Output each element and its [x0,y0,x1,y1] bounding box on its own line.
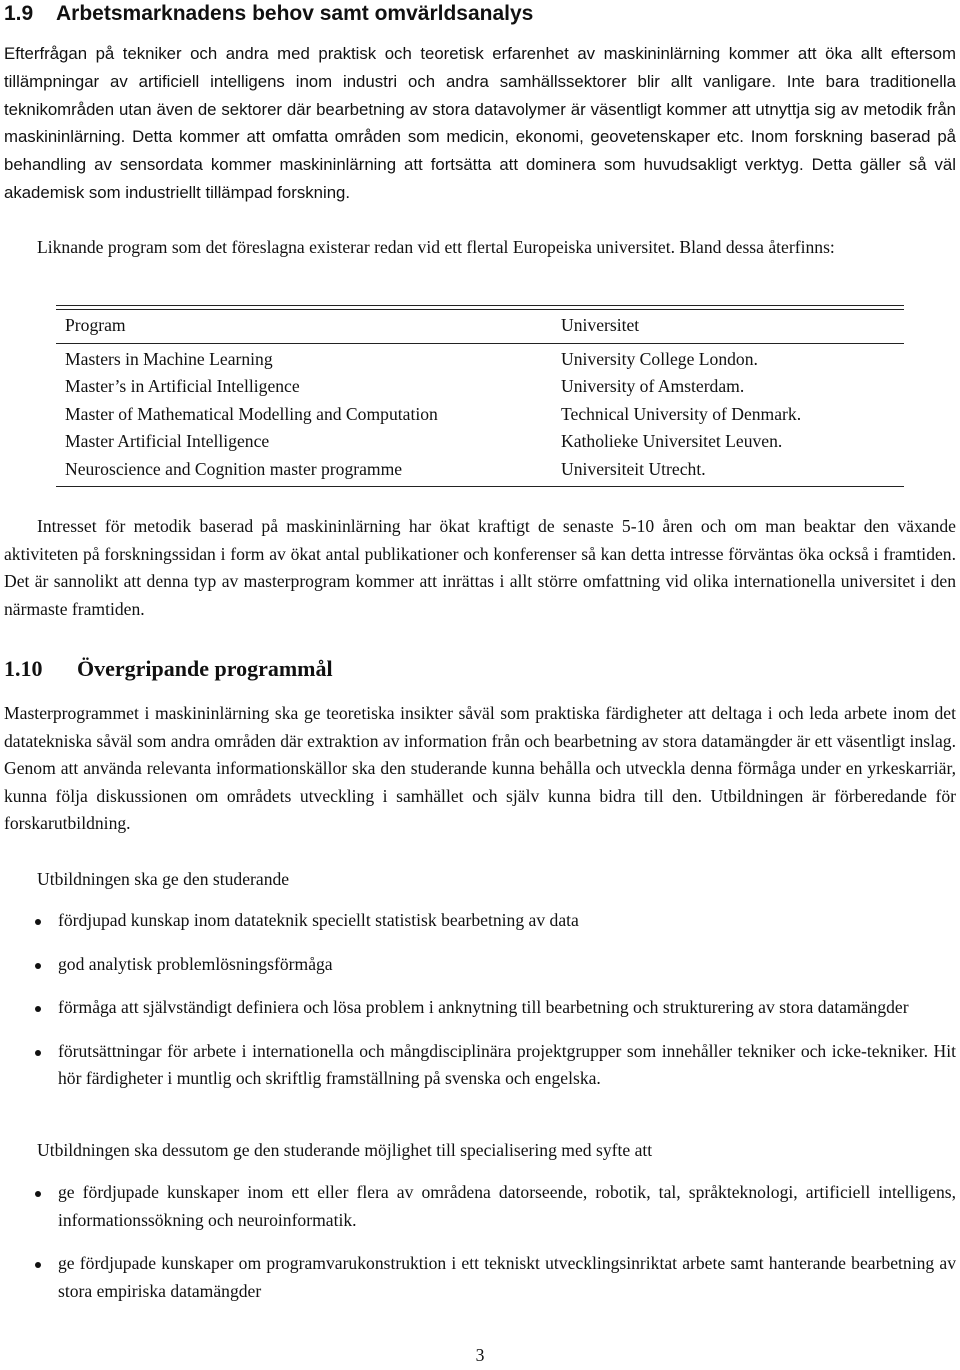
table-row [56,401,904,429]
table-cell: Technical University of Denmark. [561,403,802,424]
table-row [56,428,904,456]
bullet-icon [35,963,41,969]
list-item-text: fördjupad kunskap inom datateknik speciellt statistisk bearbetning av data [58,910,579,930]
section-title: Arbetsmarknadens behov samt omvärldsanalys [56,2,534,25]
list-item-text: ge fördjupade kunskaper inom ett eller flera av områdena datorseende, robotik, tal, språkteknologi, artificiell intelligens, informationssökning och neuroinformatik. [58,1182,956,1230]
table-body [56,346,904,484]
list-item [4,1038,956,1093]
section-1-9-body [4,40,956,207]
bullet-icon [35,1191,41,1197]
list-item [4,951,956,979]
table-cell: Masters in Machine Learning [65,348,273,369]
table-row [56,346,904,374]
paragraph: Liknande program som det föreslagna existerar redan vid ett flertal Europeiska universitet. Bland dessa återfinns: [37,237,835,257]
page-number: 3 [475,1345,485,1365]
table-cell: Master of Mathematical Modelling and Computation [65,403,438,424]
table-header-rule [56,343,904,344]
bullet-icon [35,1262,41,1268]
list-intro: Utbildningen ska dessutom ge den studerande möjlighet till specialisering med syfte att [37,1140,653,1160]
list-item [4,994,956,1022]
table-cell: University of Amsterdam. [561,376,745,397]
table-cell: Neuroscience and Cognition master programme [65,458,403,479]
table-cell: Master Artificial Intelligence [65,431,270,452]
table-header-university: Universitet [561,315,640,335]
section-title: Övergripande programmål [77,656,333,681]
list-item-text: förmåga att självständigt definiera och lösa problem i anknytning till bearbetning och strukturering av stora datamängder [58,997,909,1018]
section-number: 1.9 [4,2,34,25]
table-header-program: Program [65,315,126,335]
list-item [4,907,956,935]
paragraph: Efterfrågan på tekniker och andra med praktisk och teoretisk erfarenhet av maskininlärning kommer att öka allt eftersom tillämpningar av artificiell intelligens inom industri och andra samhällssektorer blir allt vanligare. Inte bara traditionella teknikområden utan även de sektorer där bearbetning av stora datavolymer är väsentligt kommer att utnyttja sig av metodik från maskininlärning. Detta kommer att omfatta områden som medicin, ekonomi, geovetenskaper etc. Inom forskning baserad på behandling av sensordata kommer maskininlärning att fortsätta att dominera som huvudsakligt verktyg. Detta gäller så väl akademisk som industriellt tillämpad forskning. [4,44,956,202]
specialization-list [4,1179,956,1305]
section-number: 1.10 [4,656,43,681]
list-intro: Utbildningen ska ge den studerande [37,869,290,889]
paragraph: Intresset för metodik baserad på maskininlärning har ökat kraftigt de senaste 5-10 åren och om man beaktar den växande aktiviteten på forskningssidan i form av ökat antal publikationer och konferenser så kan detta intresse förväntas öka också i framtiden. Det är sannolikt att denna typ av masterprogram kommer att inrättas i allt större omfattning vid olika internationella universitet i den närmaste framtiden. [4,516,956,619]
table-cell: Universiteit Utrecht. [561,458,706,479]
list-item [4,1250,956,1305]
table-row [56,456,904,484]
table-cell: Katholieke Universitet Leuven. [561,431,783,452]
bullet-icon [35,1050,41,1056]
list-item-text: ge fördjupade kunskaper om programvarukonstruktion i ett tekniskt utvecklingsinriktat arbete samt hanterande bearbetning av stora empiriska datamängder [58,1253,956,1301]
paragraph: Masterprogrammet i maskininlärning ska ge teoretiska insikter såväl som praktiska färdigheter att deltaga i och leda arbete inom det datatekniska såväl som andra områden där extraktion av information från och bearbetning av stora datamängder är ett väsentligt inslag. Genom att använda relevanta informationskällor ska den studerande kunna behålla och utveckla denna förmåga under en yrkeskarriär, kunna följa diskussionen om områdets utveckling i samhället och själv kunna bidra till den. Utbildningen är förberedande för forskarutbildning. [4,703,956,834]
section-heading-1-10 [4,655,333,683]
bullet-icon [35,919,41,925]
table-top-rule [56,305,904,310]
table-row [56,373,904,401]
table-bottom-rule [56,486,904,487]
list-item [4,1179,956,1234]
programs-table [56,305,904,487]
list-item-text: god analytisk problemlösningsförmåga [58,953,333,974]
bullet-icon [35,1006,41,1012]
list-item-text: förutsättningar för arbete i internationella och mångdisciplinära projektgrupper som innehåller tekniker och icke-tekniker. Hit hör färdigheter i muntlig och skriftlig framställning på svenska och engelska. [58,1040,956,1089]
table-cell: Master’s in Artificial Intelligence [65,376,300,397]
table-header-row [56,312,904,340]
goals-list [4,907,956,1093]
section-heading-1-9 [4,0,533,28]
table-cell: University College London. [561,348,758,369]
